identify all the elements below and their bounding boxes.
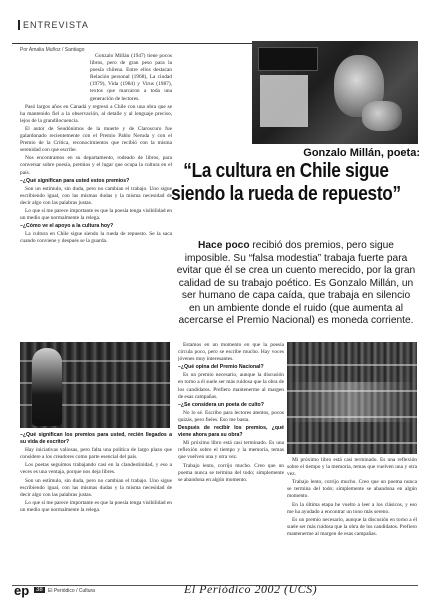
body-column-left-bottom [20, 432, 172, 582]
bookshelf-line [287, 364, 417, 366]
paragraph: Nos encontramos en su departamento, rodeado de libros, para conversar sobre poesía, premios y el lugar que ocupa la cultura en el país. [20, 155, 172, 176]
body-column-right [287, 457, 417, 582]
page-number: 38 [36, 587, 43, 593]
paragraph: Es un premio necesario, aunque la discusión en torno a él suele ser más ruidosa que la obra de los candidatos. Prefiero mantenerme al margen de esas campañas. [178, 372, 284, 400]
body-column-middle [178, 342, 284, 582]
paragraph: Trabajo lento, corrijo mucho. Creo que un poema nunca se termina del todo; simplemente se abandona en algún momento. [178, 462, 284, 483]
paragraph: Mi próximo libro está casi terminado. Es una reflexión sobre el tiempo y la memoria, temas que vuelven una y otra vez. [287, 457, 417, 478]
photo-background-poster [260, 75, 308, 127]
paragraph: Lo que sí me parece importante es que la poesía tenga visibilidad en un medio que normalmente la relega. [20, 207, 172, 222]
paragraph: En la última etapa he vuelto a leer a los clásicos, y eso me ha ayudado a encontrar un tono más sereno. [287, 501, 417, 515]
section-label: ENTREVISTA [18, 20, 89, 30]
photo-caption: –¿Qué significan los premios para usted, recién llegados a su vida de escritor? [20, 432, 172, 446]
poet-hand [362, 101, 402, 131]
bookshelf-photo [287, 342, 417, 454]
poet-figure [32, 348, 62, 426]
footer-section: El Periódico / Cultura [48, 588, 95, 594]
paragraph: Mi próximo libro está casi terminado. Es una reflexión sobre el tiempo y la memoria, temas que vuelven una y otra vez. [178, 440, 284, 461]
interview-question: –¿Cómo ve el apoyo a la cultura hoy? [20, 223, 114, 230]
paragraph: Los poetas seguimos trabajando casi en la clandestinidad, y eso a veces es una ventaja, porque nos deja libres. [20, 462, 172, 476]
paragraph: No lo sé. Escribo para lectores atentos, pocos quizás, pero fieles. Eso me basta. [178, 409, 284, 423]
portrait-photo [252, 41, 418, 144]
paragraph: Trabajo lento, corrijo mucho. Creo que un poema nunca se termina del todo; simplemente se abandona en algún momento. [287, 479, 417, 500]
interview-question: Después de recibir los premios, ¿qué viene ahora para su obra? [178, 425, 284, 439]
paragraph: Es un premio necesario, aunque la discusión en torno a él suele ser más ruidosa que la obra de los candidatos. Prefiero mantenerme al margen de esas campañas. [287, 516, 417, 537]
lead-bold: Hace poco [198, 240, 250, 251]
article-kicker: Gonzalo Millán, poeta: [303, 147, 420, 159]
publication-logo: ep [14, 583, 30, 598]
byline: Por Amalia Muñoz / Santiago [20, 47, 85, 53]
paragraph: Son un estímulo, sin duda, pero no cambian el trabajo. Uno sigue escribiendo igual, con las mismas dudas y la misma necesidad de decir algo con las palabras justas. [20, 477, 172, 498]
paragraph: El autor de Seudónimos de la muerte y de Claroscuro fue galardonado recientemente con el Premio Pablo Neruda y con el Premio de la Crítica, reconocimientos que recibió con la misma serenidad con que escribe. [20, 125, 172, 154]
interview-question: –¿Qué opina del Premio Nacional? [178, 364, 264, 371]
paragraph: Gonzalo Millán (1947) tiene pocos libros, pero de gran peso para la poesía chilena. Entre ellos destacan Relación personal (1968), La ciudad (1979), Vida (1984) y Virus (1987), textos que marcaron a toda una generación de lectores. [90, 53, 172, 102]
paragraph: Estamos en un momento en que la poesía circula poco, pero se escribe mucho. Hay voces jóvenes muy interesantes. [178, 342, 284, 363]
handwritten-annotation: El Periódico 2002 (UCS) [184, 582, 318, 596]
interview-question: –¿Se considera un poeta de culto? [178, 401, 264, 408]
body-column-left-top [20, 53, 172, 340]
bookshelf-line [287, 442, 417, 444]
library-photo [20, 342, 170, 428]
photo-light-band [287, 382, 417, 422]
photo-background-sign [258, 47, 318, 71]
paragraph: Pasó largos años en Canadá y regresó a Chile con una obra que se ha mantenido fiel a la observación, al detalle y al lenguaje preciso, lejos de la grandilocuencia. [20, 103, 172, 124]
paragraph: Lo que sí me parece importante es que la poesía tenga visibilidad en un medio que normalmente la relega. [20, 499, 172, 513]
paragraph: Son un estímulo, sin duda, pero no cambian el trabajo. Uno sigue escribiendo igual, con las mismas dudas y la misma necesidad de decir algo con las palabras justas. [20, 185, 172, 206]
lead-text: recibió dos premios, pero sigue imposible. Su “falsa modestia” trabaja fuerte para evitar que él se crea un cuento merecido, por la gran calidad de su trabajo poético. Es Gonzalo Millán, un ser humano de capa caída, que trabaja en silencio en un ambiente donde el ruido (que aumenta al acercarse el Premio Nacional) es moneda corriente. [176, 240, 416, 326]
paragraph: Hay iniciativas valiosas, pero falta una política de largo plazo que considere a los creadores como parte esencial del país. [20, 447, 172, 461]
interview-question: –¿Qué significan para usted estos premios? [20, 177, 130, 184]
article-lead [176, 240, 416, 328]
paragraph: La cultura en Chile sigue siendo la rueda de repuesto. Se la saca cuando conviene y después se la guarda. [20, 231, 172, 245]
article-headline: “La cultura en Chile sigue siendo la rueda de repuesto” [171, 160, 401, 205]
